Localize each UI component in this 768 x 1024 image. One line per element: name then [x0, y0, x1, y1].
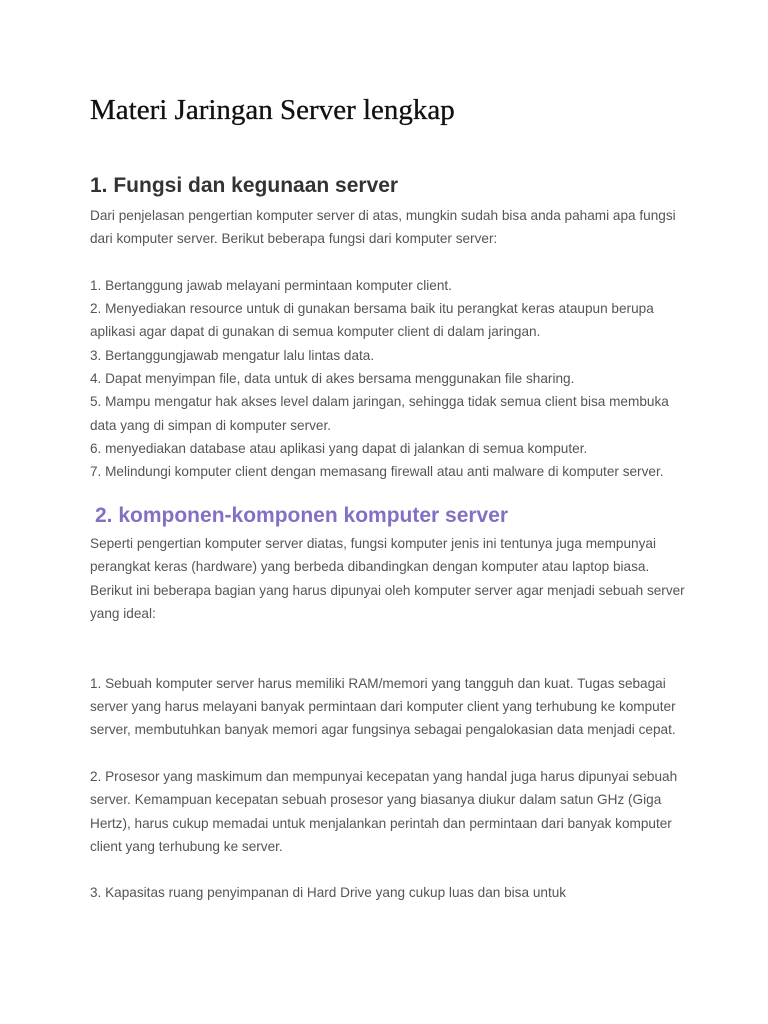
section-1-item-5: 5. Mampu mengatur hak akses level dalam jaringan, sehingga tidak semua client bisa membuka data yang di simpan di komputer server.: [90, 394, 669, 433]
section-2-item-2: 2. Prosesor yang maskimum dan mempunyai kecepatan yang handal juga harus dipunyai sebuah server. Kemampuan kecepatan sebuah prosesor yang biasanya diukur dalam satun GHz (Giga Hertz), harus cukup memadai untuk menjalankan perintah dan permintaan dari banyak komputer client yang terhubung ke server.: [90, 768, 678, 854]
section-1-body: [90, 204, 690, 484]
document-title: Materi Jaringan Server lengkap: [90, 94, 455, 126]
section-1-heading: 1. Fungsi dan kegunaan server: [90, 174, 399, 197]
section-2-heading: 2. komponen-komponen komputer server: [95, 504, 509, 527]
section-1-item-3: 3. Bertanggungjawab mengatur lalu lintas data.: [90, 347, 375, 363]
section-1-item-6: 6. menyediakan database atau aplikasi yang dapat di jalankan di semua komputer.: [90, 440, 588, 456]
section-2-body: [90, 532, 690, 905]
section-1-item-4: 4. Dapat menyimpan file, data untuk di akes bersama menggunakan file sharing.: [90, 371, 575, 387]
section-1-item-1: 1. Bertanggung jawab melayani permintaan komputer client.: [90, 277, 452, 293]
section-2-item-1: 1. Sebuah komputer server harus memiliki RAM/memori yang tangguh dan kuat. Tugas sebagai server yang harus melayani banyak permintaan dari komputer client yang terhubung ke komputer server, membutuhkan banyak memori agar fungsinya sebagai pengalokasian data menjadi cepat.: [90, 675, 676, 738]
section-1-item-2: 2. Menyediakan resource untuk di gunakan bersama baik itu perangkat keras ataupun berupa aplikasi agar dapat di gunakan di semua komputer client di dalam jaringan.: [90, 301, 654, 340]
section-2-intro: Seperti pengertian komputer server diatas, fungsi komputer jenis ini tentunya juga mempunyai perangkat keras (hardware) yang berbeda dibandingkan dengan komputer atau laptop biasa. Berikut ini beberapa bagian yang harus dipunyai oleh komputer server agar menjadi sebuah server yang ideal:: [90, 536, 685, 621]
section-1-item-7: 7. Melindungi komputer client dengan memasang firewall atau anti malware di komputer server.: [90, 464, 664, 480]
section-1-intro: Dari penjelasan pengertian komputer server di atas, mungkin sudah bisa anda pahami apa fungsi dari komputer server. Berikut beberapa fungsi dari komputer server:: [90, 208, 676, 247]
section-2-item-3: 3. Kapasitas ruang penyimpanan di Hard Drive yang cukup luas dan bisa untuk: [90, 885, 567, 901]
